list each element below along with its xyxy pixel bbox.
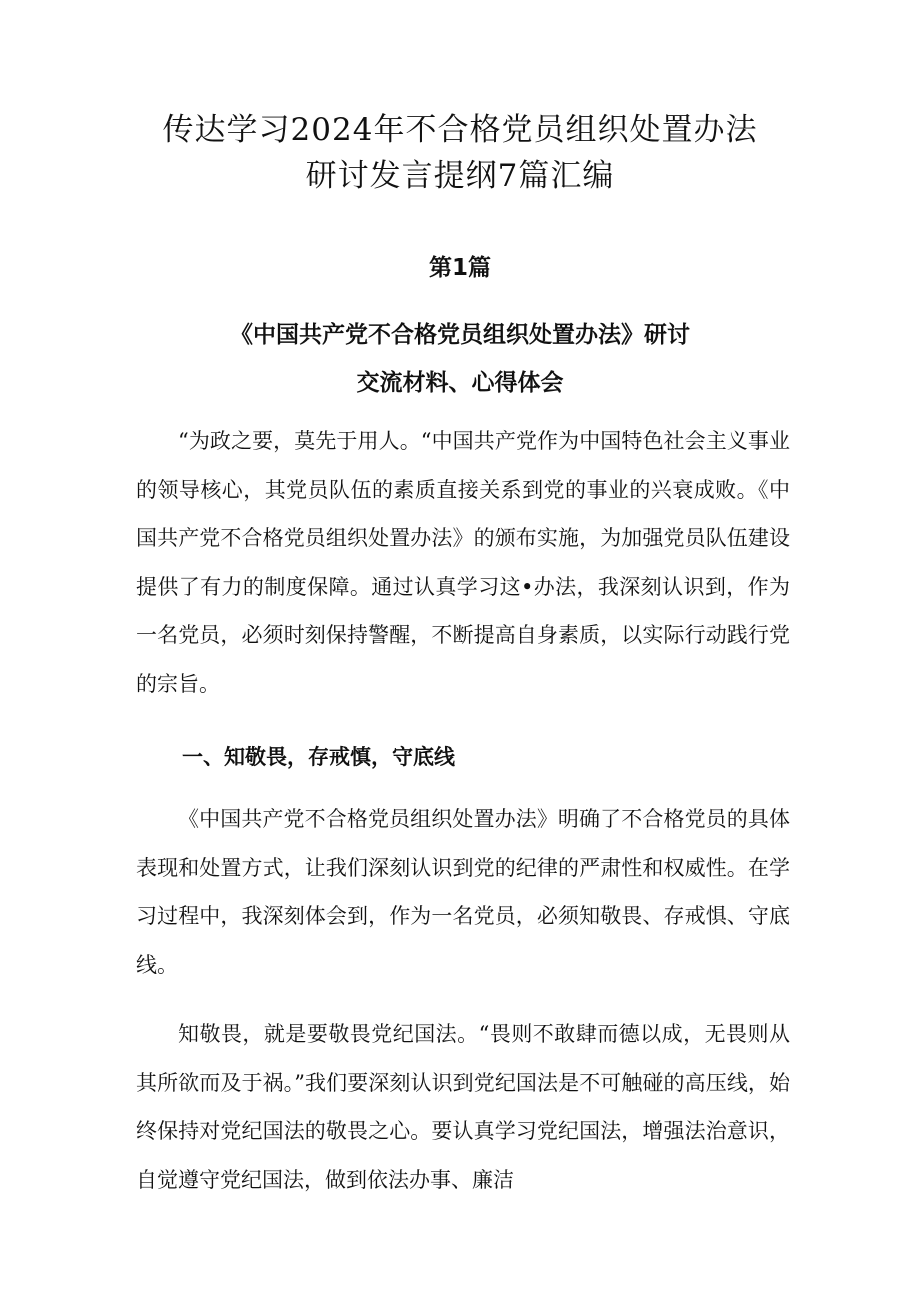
body-paragraph: 知敬畏，就是要敬畏党纪国法。“畏则不敢肆而德以成，无畏则从其所欲而及于祸。”我们要深刻认识到党纪国法是不可触碰的高压线，始终保持对党纪国法的敬畏之心。要认真学习党纪国法，增强法治意识，自觉遵守党纪国法，做到依法办事、廉洁 (136, 1022, 790, 1192)
intro-paragraph: “为政之要，莫先于用人。“中国共产党作为中国特色社会主义事业的领导核心，其党员队伍的素质直接关系到党的事业的兴衰成败。《中国共产党不合格党员组织处置办法》的颁布实施，为加强党员队伍建设提供了有力的制度保障。通过认真学习这•办法，我深刻认识到，作为一名党员，必须时刻保持警醒，不断提高自身素质，以实际行动践行党的宗旨。 (136, 429, 790, 696)
chapter-label: 第1篇 (428, 255, 491, 281)
article-subtitle-line-2: 交流材料、心得体会 (356, 370, 564, 396)
article-subtitle-line-1: 《中国共产党不合格党员组织处置办法》研讨 (230, 322, 690, 348)
document-title-line-2: 研讨发言提纲7篇汇编 (305, 158, 615, 194)
document-title-line-1: 传达学习2024年不合格党员组织处置办法 (162, 112, 758, 148)
section-heading: 一、知敬畏，存戒慎，守底线 (182, 745, 455, 769)
body-paragraph: 《中国共产党不合格党员组织处置办法》明确了不合格党员的具体表现和处置方式，让我们深刻认识到党的纪律的严肃性和权威性。在学习过程中，我深刻体会到，作为一名党员，必须知敬畏、存戒惧、守底线。 (136, 807, 790, 977)
